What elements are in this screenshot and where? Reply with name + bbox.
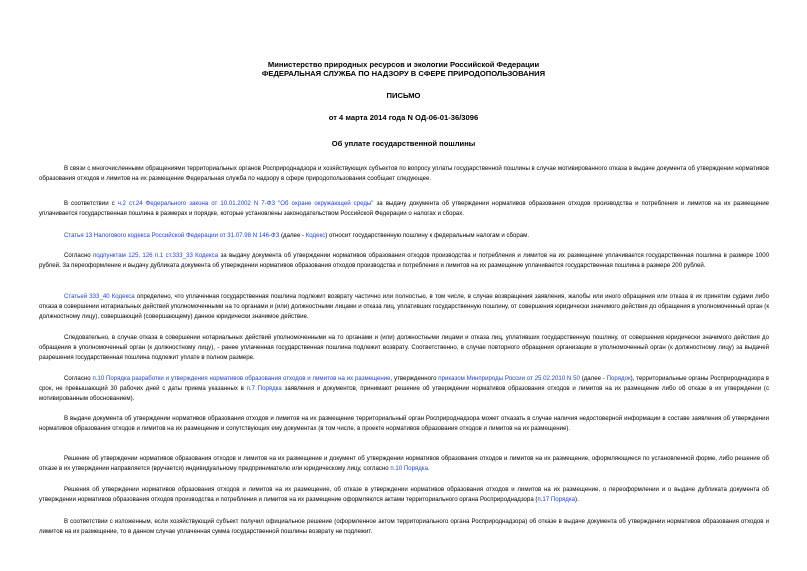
paragraph-text: ), территориальные органы Росприроднадзора в срок, не превышающий 30 рабочих дней с даты приема указанных в [39,375,769,392]
paragraph-text: ) относит государственную пошлину к федеральным налогам и сборам. [325,232,530,239]
paragraph-10 [39,485,769,505]
paragraph-text: В соответствии с [64,200,118,207]
tax-code-article-link[interactable]: Статья 13 Налогового кодекса Российской Федерации от 31.07.98 N 146-ФЗ [64,232,280,239]
paragraph-11 [39,517,769,537]
procedure-link[interactable]: Порядок [606,375,631,382]
paragraph-text: Согласно [64,375,93,382]
paragraph-2 [39,199,769,219]
paragraph-text: В связи с многочисленными обращениями территориальных органов Росприроднадзора и хозяйствующих субъектов по вопросу уплаты государственной пошлины в случае мотивированного отказа в выдаче документа об утверждении нормативов образования отходов и лимитов на их размещение Федеральная служба по надзору в сфере природопользования сообщает следующее. [39,165,769,182]
paragraph-9 [39,454,769,474]
paragraph-text: определено, что уплаченная государственная пошлина подлежит возврату частично или полностью, в том числе, в случае возвращения заявления, жалобы или иного обращения или отказа в их принятии судами либо отказа в совершении нотариальных действий уполномоченными на то органами и (или) должностными лицами и отказа лиц, уплативших государственную пошлину, от совершения юридически значимого действия до обращения в уполномоченный орган (к должностному лицу), совершающий (совершающему) данное юридически значимое действие. [39,293,769,320]
paragraph-3 [39,231,769,241]
paragraph-text: . [427,464,430,472]
paragraph-7 [39,374,769,404]
procedure-item-17-link[interactable]: п.17 Порядка [537,495,576,503]
document-type: ПИСЬМО [386,91,421,100]
paragraph-text: за выдачу документа об утверждении нормативов образования отходов производства и потребления и лимитов на их размещение уплачивается государственная пошлина в размерах и порядке, которые установлены законодательством Российской Федерации о налогах и сборах. [39,200,769,217]
code-link[interactable]: Кодекс [305,232,326,239]
paragraph-text: Решения об утверждении нормативов образования отходов и лимитов на их размещение, об отказе в утверждении нормативов образования отходов и лимитов на их размещение, о переоформлении и о выдаче дубликата документа об утверждении нормативов образования отходов производства и потребления и лимитов на их размещение оформляются актами территориального органа Росприроднадзора ( [39,486,769,503]
paragraph-text: Решение об утверждении нормативов образования отходов и лимитов на их размещение и документ об утверждении нормативов образования отходов и лимитов на их размещение, оформляющиеся по установленной форме, либо решение об отказе в их утверждении направляется (вручается) индивидуальному предпринимателю или юридическому лицу, согласно [39,455,769,472]
service-title: ФЕДЕРАЛЬНАЯ СЛУЖБА ПО НАДЗОРУ В СФЕРЕ ПРИРОДОПОЛЬЗОВАНИЯ [261,69,546,78]
ministry-title: Министерство природных ресурсов и экологии Российской Федерации [267,60,540,69]
paragraph-4 [39,251,769,271]
paragraph-1 [39,164,769,184]
paragraph-text: (далее - [579,375,607,382]
paragraph-text: заявления и документов, принимают решение об утверждении нормативов образования отходов и лимитов на их размещение либо об отказе в их утверждении (с мотивированным обоснованием). [39,384,770,402]
procedure-item-7-link[interactable]: п.7 Порядка [246,384,282,392]
paragraph-text: В выдаче документа об утверждении нормативов образования отходов и лимитов на их размещение территориальный орган Росприроднадзора может отказать в случае наличия недостоверной информации в составе заявления об утверждении нормативов образования отходов и лимитов на их размещение и сопутствующих ему документах (в том числе, в проекте нормативов образования отходов и лимитов на их размещение). [39,415,769,432]
paragraph-text: , утвержденного [390,375,439,382]
paragraph-text: (далее - [279,232,306,239]
paragraph-text: Следовательно, в случае отказа в совершении нотариальных действий уполномоченными на то органами и (или) должностными лицами и отказа лиц, уплативших государственную пошлину, от совершения юридически значимого действия до обращения в уполномоченный орган (к должностному лицу), - ранее уплаченная государственная пошлина подлежит возврату. Соответственно, в случае повторного обращения организации в уполномоченный орган (к должностному лицу) за выдачей разрешения государственная пошлина подлежит уплате в полном размере. [39,334,769,361]
procedure-item-10-link[interactable]: п.10 Порядка [390,464,428,472]
paragraph-text: Согласно [64,252,93,259]
paragraph-text: за выдачу документа об утверждении нормативов образования отходов производства и потребления и лимитов на их размещение уплачивается государственная пошлина в размере 1000 рублей. За переоформление и выдачу дубликата документа об утверждении нормативов образования отходов производства и потребления и лимитов на их размещение уплачивается государственная пошлина в размере 200 рублей. [39,252,769,269]
law-reference-link[interactable]: ч.2 ст.24 Федерального закона от 10.01.2002 N 7-ФЗ "Об охране окружающей среды" [117,200,374,207]
document-date-number: от 4 марта 2014 года N ОД-06-01-36/3096 [328,113,479,122]
document-subject: Об уплате государственной пошлины [331,139,476,148]
procedure-item-10-link[interactable]: п.10 Порядка разработки и утверждения нормативов образования отходов и лимитов на их размещение [92,375,391,382]
paragraph-6 [39,333,769,363]
paragraph-5 [39,292,769,322]
subparagraphs-link[interactable]: подпунктам 125, 126 п.1 ст.333_33 Кодекса [92,252,219,259]
paragraph-8 [39,414,769,434]
paragraph-text: В соответствии с изложенным, если хозяйствующий субъект получил официальное решение (оформленное актом территориального органа Росприроднадзора) об отказе в выдаче документа об утверждении нормативов образования отходов и лимитов на их размещение, то в данном случае уплаченная сумма государственной пошлины возврату не подлежит. [39,518,769,535]
ministry-order-link[interactable]: приказом Минприроды России от 25.02.2010 N 50 [438,375,580,382]
paragraph-text: ). [575,495,579,503]
article-333-40-link[interactable]: Статьей 333_40 Кодекса [64,293,135,300]
